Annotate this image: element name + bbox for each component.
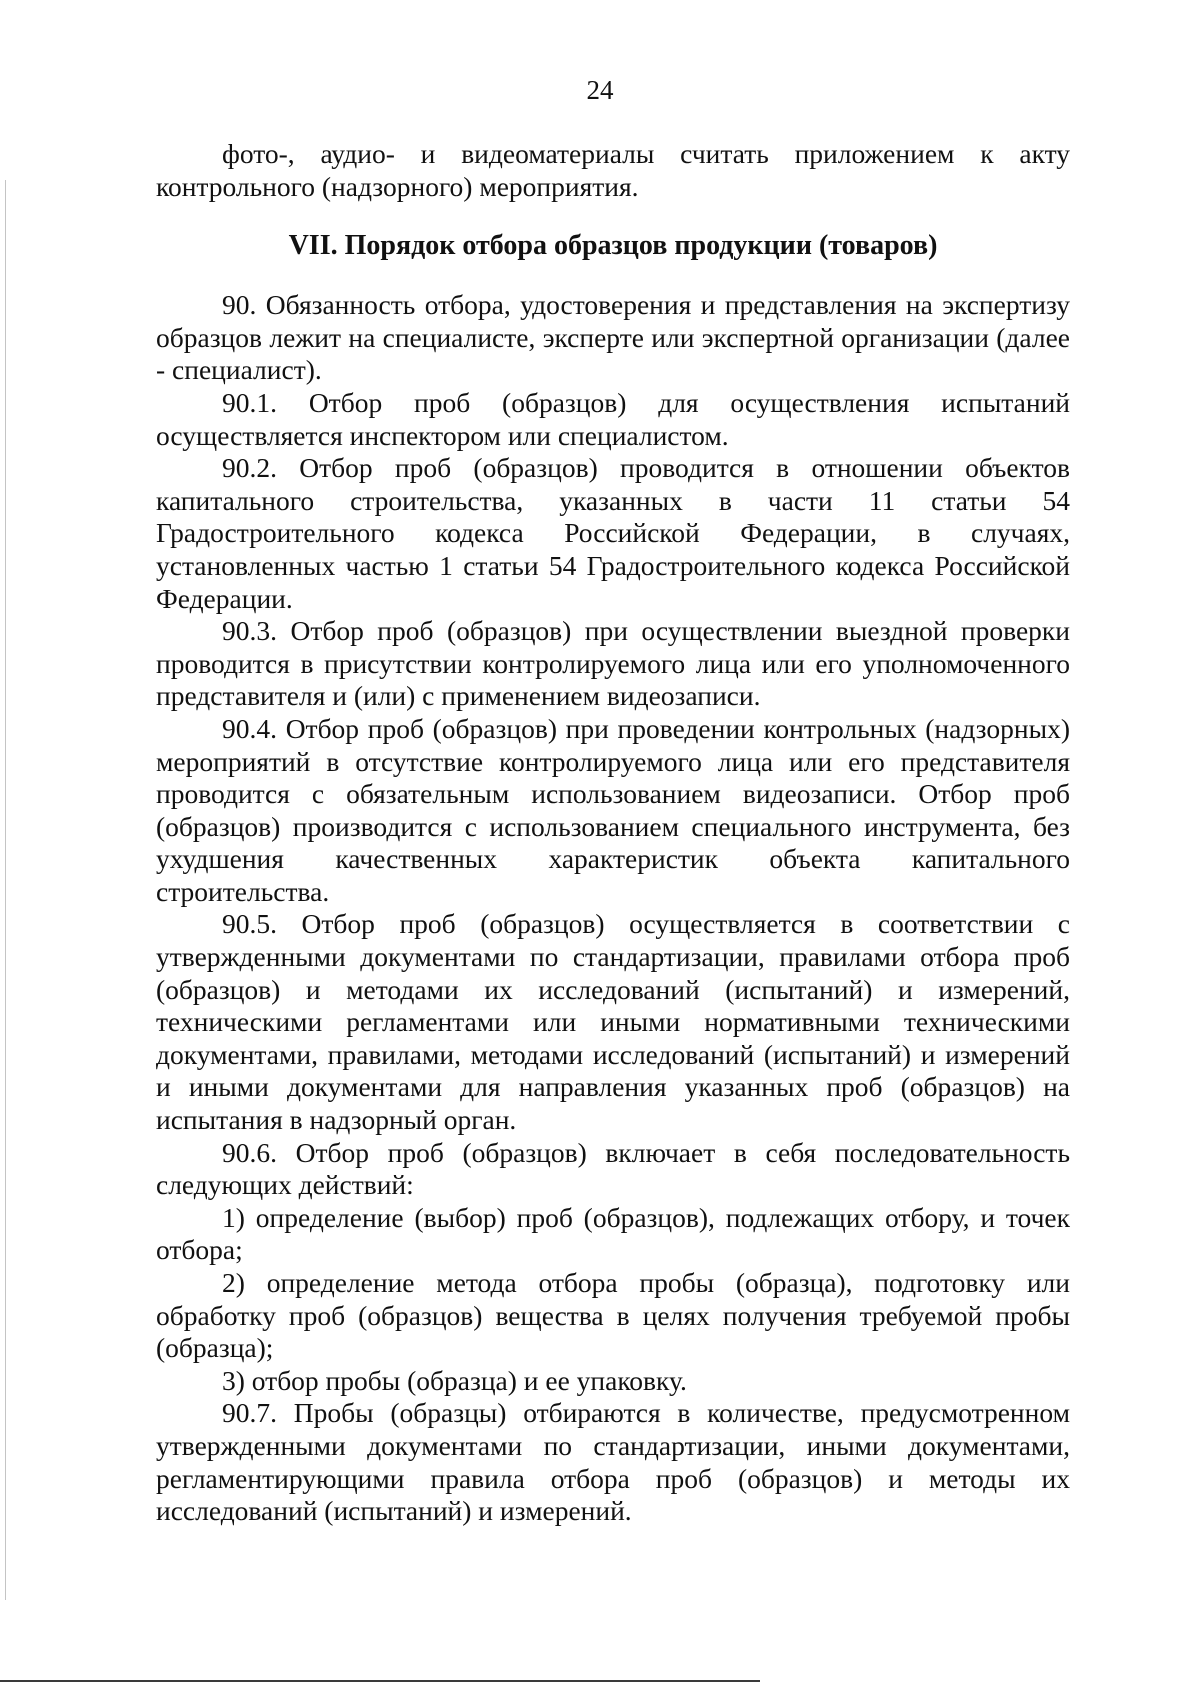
list-item-3: 3) отбор пробы (образца) и ее упаковку. <box>222 1364 687 1396</box>
paragraph-90-5: 90.5. Отбор проб (образцов) осуществляется в соответствии с утвержденными документами по стандартизации, правилами отбора проб (образцов) и методами их исследований (испытаний) и измерений, техническими регламентами или иными нормативными техническими документами, правилами, методами исследований (испытаний) и измерений и иными документами для направления указанных проб (образцов) на испытания в надзорный орган. <box>156 908 1070 1136</box>
page-number: 24 <box>586 75 614 105</box>
document-body <box>156 138 1070 1528</box>
continuation-paragraph: фото-, аудио- и видеоматериалы считать приложением к акту контрольного (надзорного) мероприятия. <box>156 138 1070 202</box>
scan-edge-bottom <box>0 1680 760 1682</box>
paragraph-90: 90. Обязанность отбора, удостоверения и представления на экспертизу образцов лежит на специалисте, эксперте или экспертной организации (далее - специалист). <box>156 289 1070 386</box>
scan-edge-left <box>5 180 6 1600</box>
list-item-2: 2) определение метода отбора пробы (образца), подготовку или обработку проб (образцов) вещества в целях получения требуемой пробы (образца); <box>156 1267 1070 1364</box>
list-item-1: 1) определение (выбор) проб (образцов), подлежащих отбору, и точек отбора; <box>156 1201 1070 1266</box>
paragraph-90-1: 90.1. Отбор проб (образцов) для осуществления испытаний осуществляется инспектором или специалистом. <box>156 386 1070 451</box>
paragraph-90-4: 90.4. Отбор проб (образцов) при проведении контрольных (надзорных) мероприятий в отсутствие контролируемого лица или его представителя проводится с обязательным использованием видеозаписи. Отбор проб (образцов) производится с использованием специального инструмента, без ухудшения качественных характеристик объекта капитального строительства. <box>156 712 1070 907</box>
paragraph-90-2: 90.2. Отбор проб (образцов) проводится в отношении объектов капитального строительства, указанных в части 11 статьи 54 Градостроительного кодекса Российской Федерации, в случаях, установленных частью 1 статьи 54 Градостроительного кодекса Российской Федерации. <box>156 452 1070 614</box>
section-title: VII. Порядок отбора образцов продукции (товаров) <box>288 230 938 262</box>
paragraph-90-6: 90.6. Отбор проб (образцов) включает в себя последовательность следующих действий: <box>156 1136 1070 1201</box>
paragraph-90-7: 90.7. Пробы (образцы) отбираются в количестве, предусмотренном утвержденными документами по стандартизации, иными документами, регламентирующими правила отбора проб (образцов) и методы их исследований (испытаний) и измерений. <box>156 1397 1070 1527</box>
paragraph-90-3: 90.3. Отбор проб (образцов) при осуществлении выездной проверки проводится в присутствии контролируемого лица или его уполномоченного представителя и (или) с применением видеозаписи. <box>156 615 1070 712</box>
